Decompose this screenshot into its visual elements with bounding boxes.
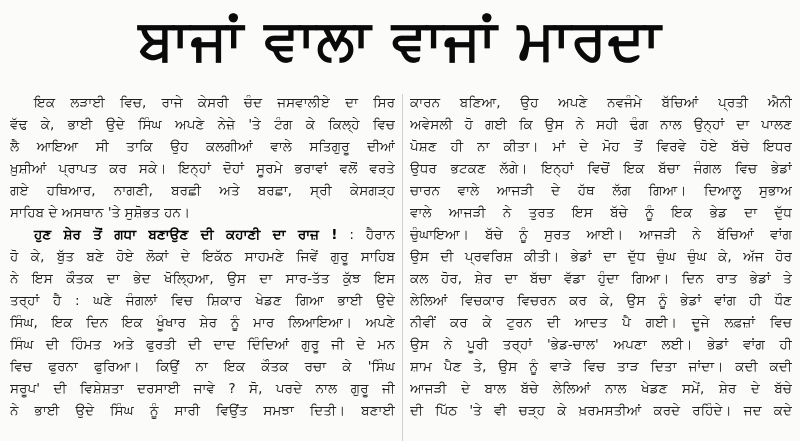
text-line: ਉਸ ਦੀ ਪ੍ਰਵਰਿਸ਼ ਕੀਤੀ। ਭੇਡਾਂ ਦਾ ਦੁੱਧ ਚੁੰਘ ਚੁੰਘ ਕੇ, ਅੱਜ ਹੋਰ bbox=[410, 249, 792, 265]
subhead: ਹੁਣ ਸ਼ੇਰ ਤੋਂ ਗਧਾ ਬਣਾਉਣ ਦੀ ਕਹਾਣੀ ਦਾ ਰਾਜ਼ ! bbox=[34, 227, 338, 243]
text-line: ਦੀ ਪਿੱਠ 'ਤੇ ਵੀ ਚੜ੍ਹ ਕੇ ਖ਼ਰਮਸਤੀਆਂ ਕਰਦੇ ਰਹਿੰਦੇ। ਜਦ ਕਦੇ bbox=[410, 403, 792, 419]
text-line: ਨੀਵੀਂ ਕਰ ਕੇ ਟੁਰਨ ਦੀ ਆਦਤ ਪੈ ਗਈ। ਦੂਜੇ ਲਫ਼ਜ਼ਾਂ ਵਿਚ bbox=[410, 315, 792, 331]
headline: ਬਾਜਾਂ ਵਾਲਾ ਵਾਜਾਂ ਮਾਰਦਾ bbox=[138, 8, 662, 73]
text-line: ਵਿਚ ਫੁਰਨਾ ਫੁਰਿਆ। ਕਿਉਂ ਨਾ ਇਕ ਕੌਤਕ ਰਚਾ ਕੇ 'ਸਿੰਘ bbox=[10, 359, 395, 375]
right-column bbox=[410, 92, 792, 441]
text-line: ਪੋਸ਼ਣ ਹੀ ਨਾ ਕੀਤਾ। ਮਾਂ ਦੇ ਮੋਹ ਤੋਂ ਵਿਰਵੇ ਹੋਏ ਬੱਚੇ ਇਧਰ bbox=[410, 139, 792, 155]
text-line: ਲੈ ਆਇਆ ਸੀ ਤਾਕਿ ਉਹ ਕਲਗੀਆਂ ਵਾਲੇ ਸਤਿਗੁਰੂ ਦੀਆਂ bbox=[10, 139, 395, 155]
text-line: ਸਰੂਪ' ਦੀ ਵਿਸ਼ੇਸ਼ਤਾ ਦਰਸਾਈ ਜਾਵੇ ? ਸੋ, ਪਰਦੇ ਨਾਲ ਗੁਰੂ ਜੀ bbox=[10, 381, 395, 397]
text-line: ਚੁੰਘਾਇਆ। ਬੱਚੇ ਨੂੰ ਸੁਰਤ ਆਈ। ਆਜੜੀ ਨੇ ਬੱਚਿਆਂ ਵਾਂਗ bbox=[410, 227, 792, 243]
text-line: ਕਾਰਨ ਬਣਿਆ, ਉਹ ਅਪਣੇ ਨਵਜੰਮੇ ਬੱਚਿਆਂ ਪ੍ਰਤੀ ਐਨੀ bbox=[410, 95, 792, 111]
text-line: ਨੇ ਇਸ ਕੌਤਕ ਦਾ ਭੇਦ ਖੋਲ੍ਹਿਆ, ਉਸ ਦਾ ਸਾਰ-ਤੱਤ ਕੁੱਝ ਇਸ bbox=[10, 271, 395, 287]
text-line: ਸਾਹਿਬ ਦੇ ਅਸਥਾਨ 'ਤੇ ਸੁਸ਼ੋਭਤ ਹਨ। bbox=[10, 205, 191, 221]
subhead-line bbox=[10, 224, 395, 246]
left-column bbox=[10, 92, 395, 441]
text-line: ਸਿੰਘ ਦੀ ਹਿੰਮਤ ਅਤੇ ਫੁਰਤੀ ਦੀ ਦਾਦ ਦਿੰਦਿਆਂ ਗੁਰੂ ਜੀ ਦੇ ਮਨ bbox=[10, 337, 395, 353]
text-line: ਲੇਲਿਆਂ ਵਿਚਕਾਰ ਵਿਚਰਨ ਕਰ ਕੇ, ਉਸ ਨੂੰ ਭੇਡਾਂ ਵਾਂਗ ਹੀ ਧੌਣ bbox=[410, 293, 792, 309]
text-line: ਆਜੜੀ ਦੇ ਬਾਲ ਬੱਚੇ ਲੇਲਿਆਂ ਨਾਲ ਖੇਡਣ ਸਮੇਂ, ਸ਼ੇਰ ਦੇ ਬੱਚੇ bbox=[410, 381, 792, 397]
text-line: ਅਵੇਸਲੀ ਹੋ ਗਈ ਕਿ ਉਸ ਨੇ ਸਹੀ ਢੰਗ ਨਾਲ ਉਨ੍ਹਾਂ ਦਾ ਪਾਲਣ bbox=[410, 117, 792, 133]
text-line: ਗਏ ਹਥਿਆਰ, ਨਾਗਣੀ, ਬਰਛੀ ਅਤੇ ਬਰਛਾ, ਸ੍ਰੀ ਕੇਸਗੜ੍ਹ bbox=[10, 183, 395, 199]
subhead-continuation: : ਹੈਰਾਨ bbox=[337, 227, 395, 243]
text-line: ਉਸ ਨੇ ਪੂਰੀ ਤਰ੍ਹਾਂ 'ਭੇਡ-ਚਾਲ' ਅਪਣਾ ਲਈ। ਭੇਡਾਂ ਵਾਂਗ ਹੀ bbox=[410, 337, 792, 353]
text-line: ਹੋ ਕੇ, ਬੁੱਤ ਬਣੇ ਹੋਏ ਲੋਕਾਂ ਦੇ ਇਕੱਠ ਸਾਹਮਣੇ ਜਿਵੇਂ ਗੁਰੂ ਸਾਹਿਬ bbox=[10, 249, 395, 265]
text-line: ਨੇ ਭਾਈ ਉਦੇ ਸਿੰਘ ਨੂੰ ਸਾਰੀ ਵਿਉਂਤ ਸਮਝਾ ਦਿਤੀ। ਬਣਾਈ bbox=[10, 403, 395, 419]
text-line: ਤਰ੍ਹਾਂ ਹੈ : ਘਣੇ ਜੰਗਲਾਂ ਵਿਚ ਸ਼ਿਕਾਰ ਖੇਡਣ ਗਿਆ ਭਾਈ ਉਦੇ bbox=[10, 293, 395, 309]
text-line: ਸਿੰਘ, ਇਕ ਦਿਨ ਇਕ ਖੂੰਖਾਰ ਸ਼ੇਰ ਨੂੰ ਮਾਰ ਲਿਆਇਆ। ਅਪਣੇ bbox=[10, 315, 395, 331]
text-line: ਉਧਰ ਭਟਕਣ ਲੱਗੇ। ਇਨ੍ਹਾਂ ਵਿਚੋਂ ਇਕ ਬੱਚਾ ਜੰਗਲ ਵਿਚ ਭੇਡਾਂ bbox=[410, 161, 792, 177]
text-line: ਸ਼ਾਮ ਪੈਣ ਤੇ, ਉਸ ਨੂੰ ਵਾੜੇ ਵਿਚ ਤਾੜ ਦਿਤਾ ਜਾਂਦਾ। ਕਦੀ ਕਦੀ bbox=[410, 359, 792, 375]
text-line: ਵਾਲੇ ਆਜੜੀ ਨੇ ਤੁਰਤ ਇਸ ਬੱਚੇ ਨੂੰ ਇਕ ਭੇਡ ਦਾ ਦੁੱਧ bbox=[410, 205, 792, 221]
article-body bbox=[0, 92, 800, 441]
text-line: ਚਾਰਨ ਵਾਲੇ ਆਜੜੀ ਦੇ ਹੱਥ ਲੱਗ ਗਿਆ। ਦਿਆਲੂ ਸੁਭਾਅ bbox=[410, 183, 792, 199]
text-line: ਇਕ ਲੜਾਈ ਵਿਚ, ਰਾਜੇ ਕੇਸਰੀ ਚੰਦ ਜਸਵਾਲੀਏ ਦਾ ਸਿਰ bbox=[34, 95, 395, 111]
text-line: ਖ਼ੁਸ਼ੀਆਂ ਪ੍ਰਾਪਤ ਕਰ ਸਕੇ। ਇਨ੍ਹਾਂ ਦੋਹਾਂ ਸੂਰਮੇ ਭਰਾਵਾਂ ਵਲੋਂ ਵਰਤੇ bbox=[10, 161, 395, 177]
text-line: ਕਲ ਹੋਰ, ਸ਼ੇਰ ਦਾ ਬੱਚਾ ਵੱਡਾ ਹੁੰਦਾ ਗਿਆ। ਦਿਨ ਰਾਤ ਭੇਡਾਂ ਤੇ bbox=[410, 271, 792, 287]
text-line: ਵੱਢ ਕੇ, ਭਾਈ ਉਦੇ ਸਿੰਘ ਅਪਣੇ ਨੇਜ਼ੇ 'ਤੇ ਟੰਗ ਕੇ ਕਿਲ੍ਹੇ ਵਿਚ bbox=[10, 117, 395, 133]
